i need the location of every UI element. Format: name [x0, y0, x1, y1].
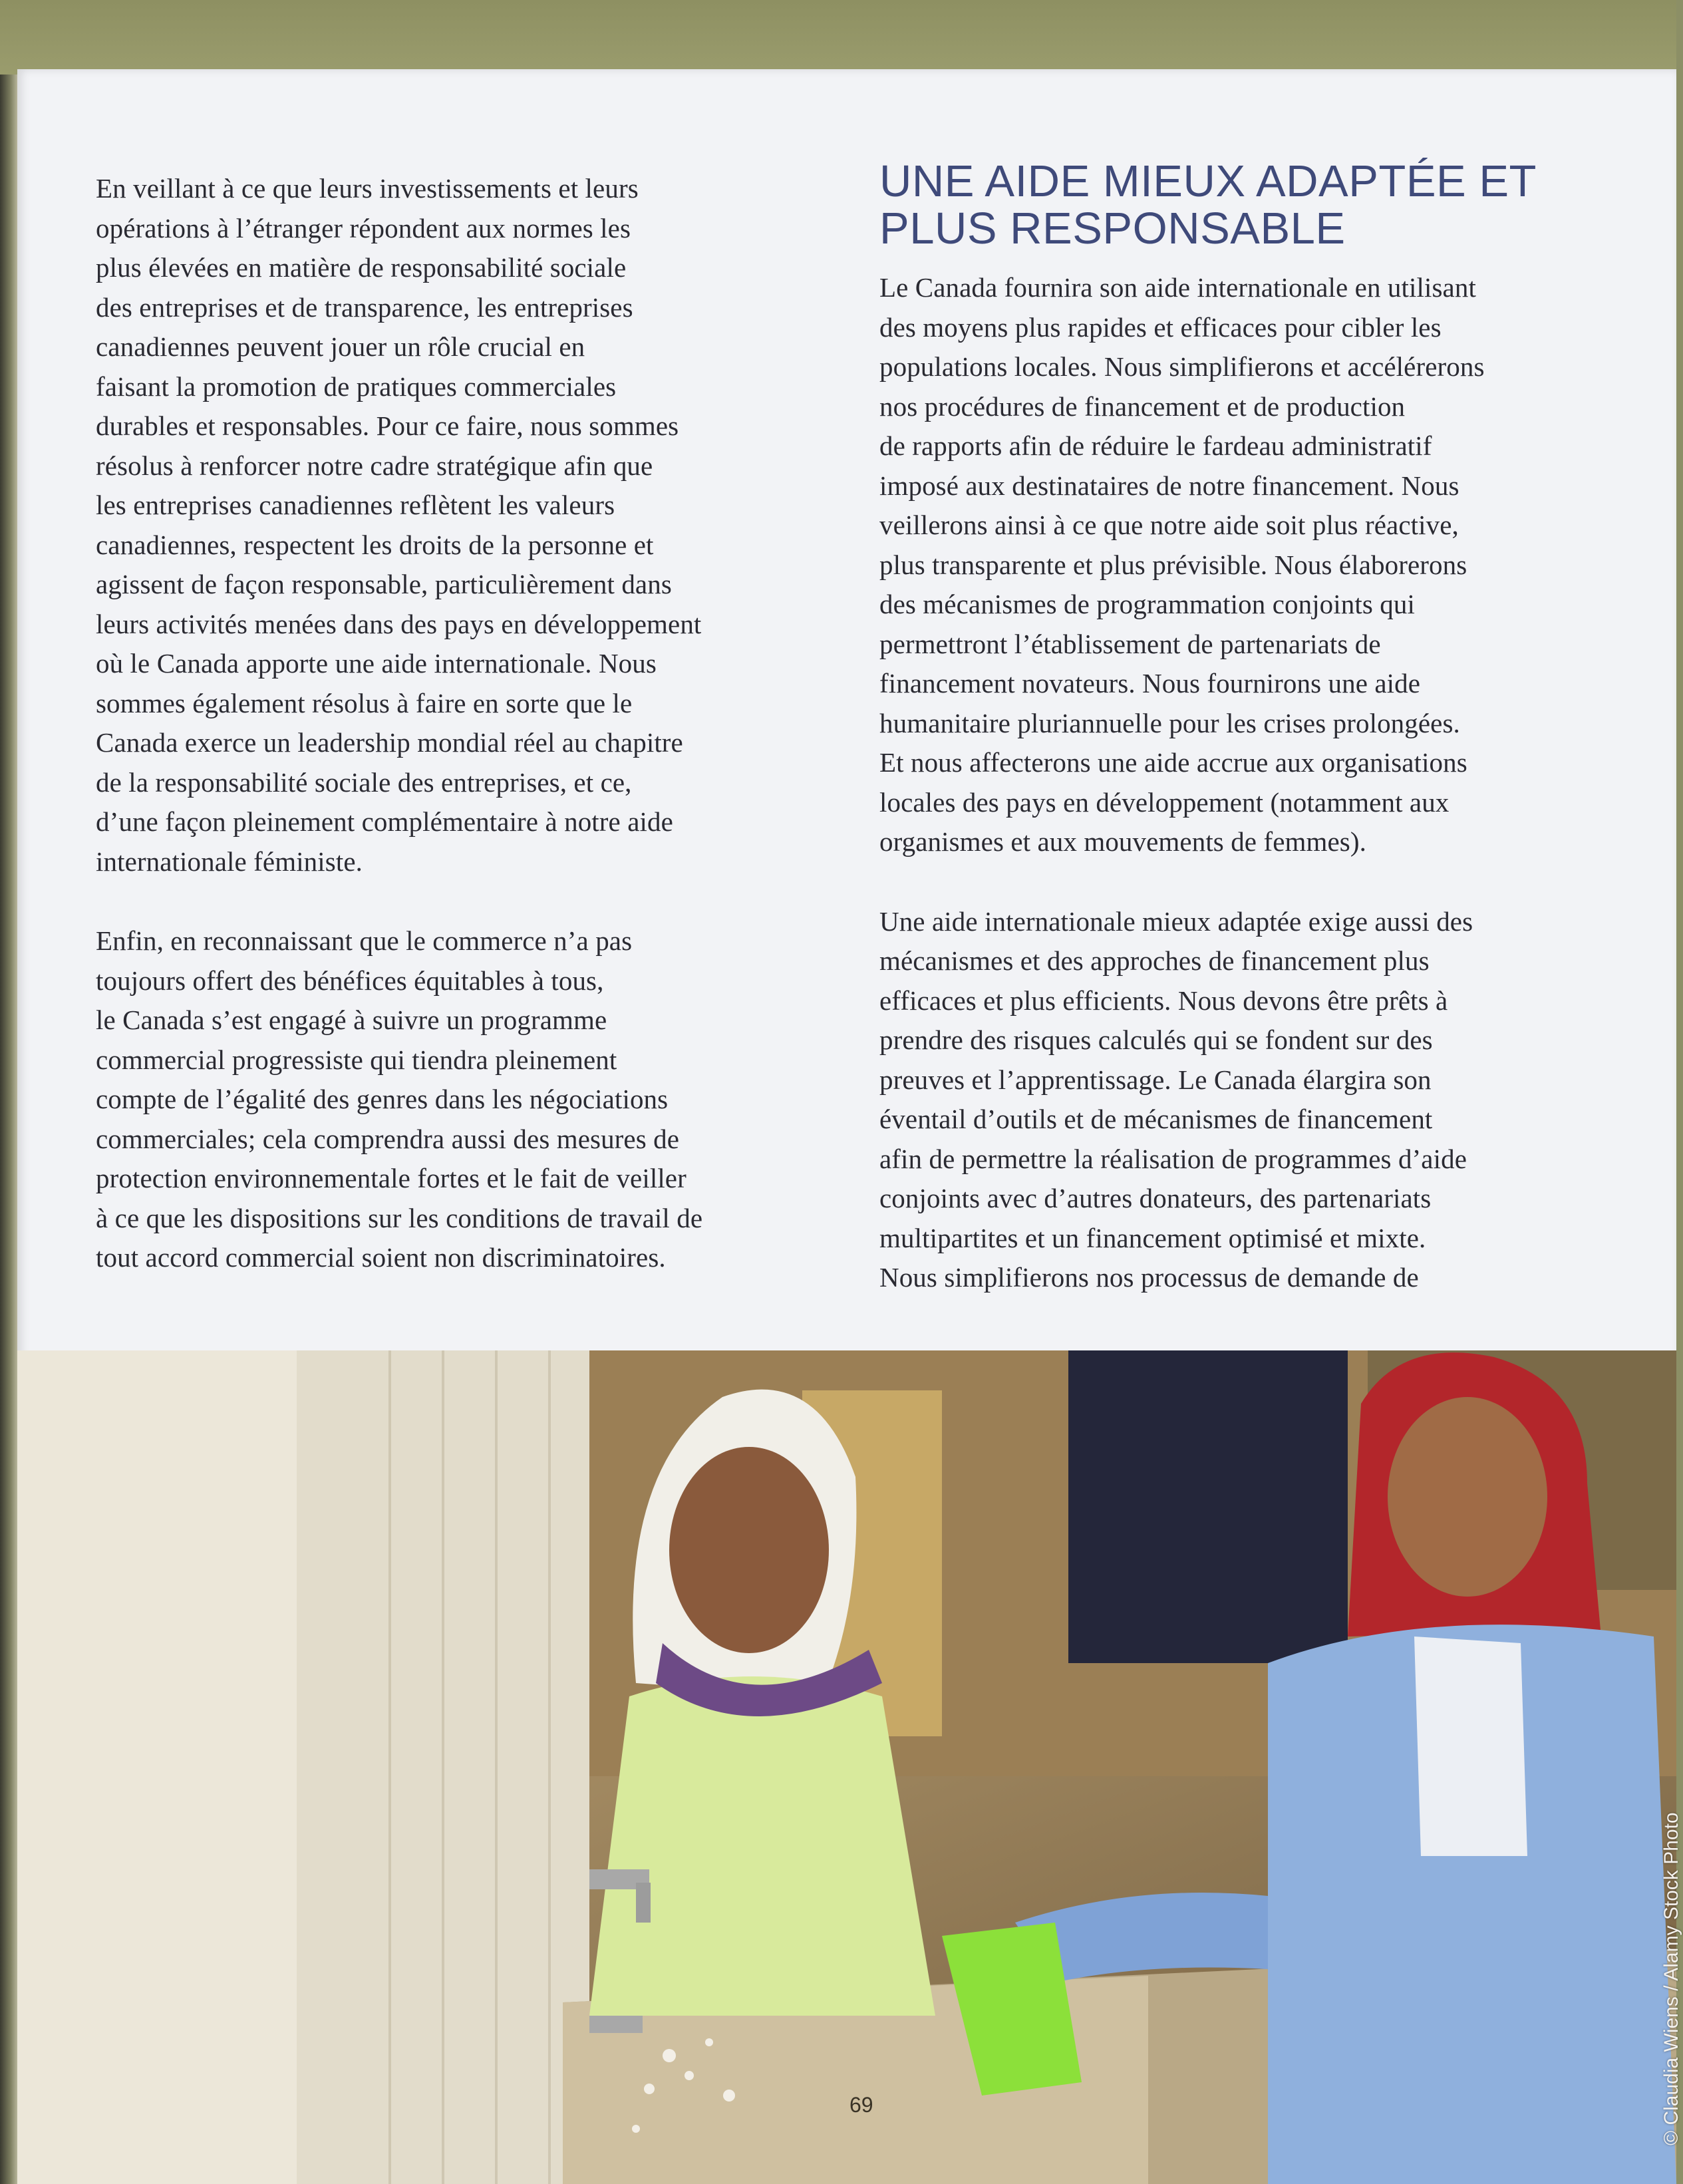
right-text-column — [879, 69, 1624, 1298]
photo-women-washing — [17, 1350, 1676, 2184]
photo-credit: © Claudia Wiens / Alamy Stock Photo — [1660, 1812, 1682, 2145]
page-number: 69 — [849, 2093, 873, 2117]
left-paragraph-2: Enfin, en reconnaissant que le commerce n’a pas toujours offert des bénéfices équitables à tous, le Canada s’est engagé à suivre un programme commercial progressiste qui tiendra pleinement compte de l’égalité des genres dans les négociations commerciales; cela comprendra aussi des mesures de protection environnementale fortes et le fait de veiller à ce que les dispositions sur les conditions de travail de tout accord commercial soient non discriminatoires. — [96, 925, 703, 1273]
left-text-column — [96, 69, 841, 1278]
book-spine-shadow — [0, 0, 17, 2184]
right-paragraph-2: Une aide internationale mieux adaptée exige aussi des mécanismes et des approches de financement plus efficaces et plus efficients. Nous devons être prêts à prendre des risques calculés qui se fondent sur des preuves et l’apprentissage. Le Canada élargira son éventail d’outils et de mécanismes de financement afin de permettre la réalisation de programmes d’aide conjoints avec d’autres donateurs, des partenariats multipartites et un financement optimisé et mixte. Nous simplifierons nos processus de demande de — [879, 905, 1473, 1293]
left-paragraph-1: En veillant à ce que leurs investissements et leurs opérations à l’étranger répondent aux normes les plus élevées en matière de responsabilité sociale des entreprises et de transparence, les entreprises canadiennes peuvent jouer un rôle crucial en faisant la promotion de pratiques commerciales durables et responsables. Pour ce faire, nous sommes résolus à renforcer notre cadre stratégique afin que les entreprises canadiennes reflètent les valeurs canadiennes, respectent les droits de la personne et agissent de façon responsable, particulièrement dans leurs activités menées dans des pays en développement où le Canada apporte une aide internationale. Nous sommes également résolus à faire en sorte que le Canada exerce un leadership mondial réel au chapitre de la responsabilité sociale des entreprises, et ce, d’une façon pleinement complémentaire à notre aide internationale féministe. — [96, 173, 702, 877]
section-heading: UNE AIDE MIEUX ADAPTÉE ET PLUS RESPONSABLE — [879, 156, 1537, 253]
top-color-band — [0, 0, 1676, 75]
right-paragraph-1: Le Canada fournira son aide internationale en utilisant des moyens plus rapides et efficaces pour cibler les populations locales. Nous simplifierons et accélérerons nos procédures de financement et de production de rapports afin de réduire le fardeau administratif imposé aux destinataires de notre financement. Nous veillerons ainsi à ce que notre aide soit plus réactive, plus transparente et plus prévisible. Nous élaborerons des mécanismes de programmation conjoints qui permettront l’établissement de partenariats de financement novateurs. Nous fournirons une aide humanitaire pluriannuelle pour les crises prolongées. Et nous affecterons une aide accrue aux organisations locales des pays en développement (notamment aux organismes et aux mouvements de femmes). — [879, 272, 1485, 857]
